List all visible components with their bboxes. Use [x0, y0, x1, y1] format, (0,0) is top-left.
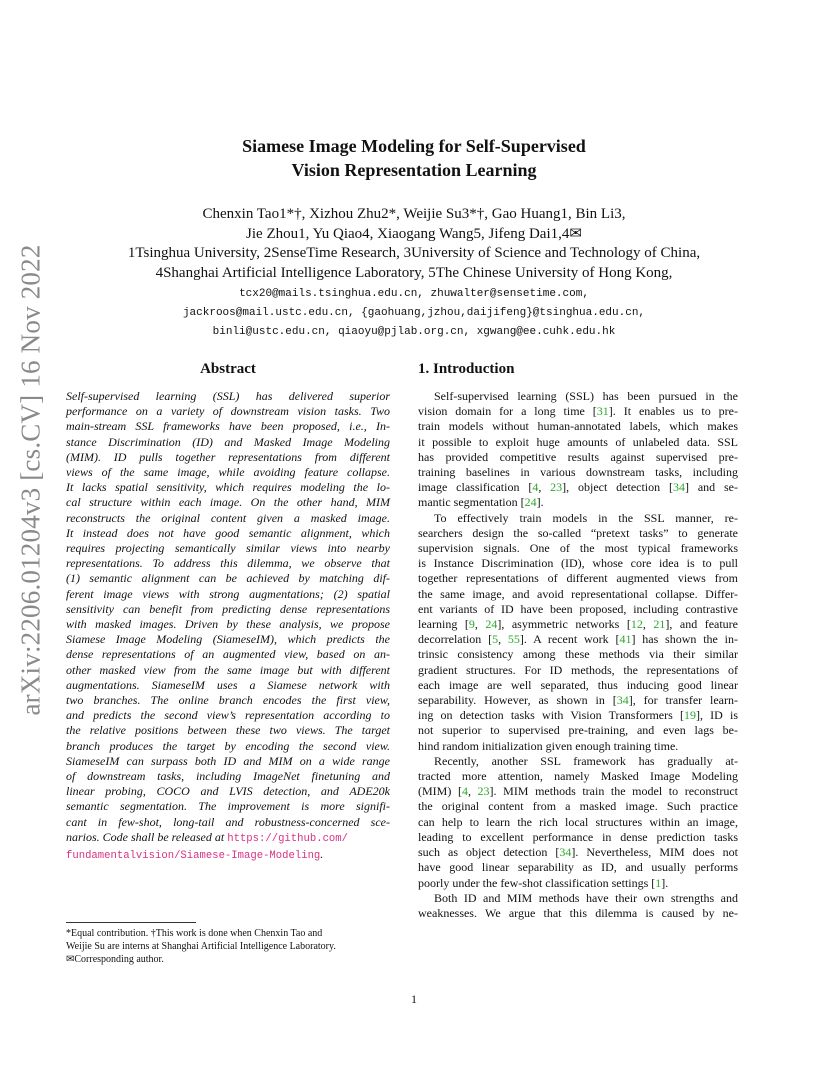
paper-title — [0, 134, 828, 182]
citation-link[interactable]: 31 — [596, 404, 609, 419]
abstract-line — [66, 830, 390, 847]
footnote-rule — [66, 922, 196, 923]
citation-link[interactable]: 24 — [485, 617, 498, 632]
intro-line: searchers design the so-called “pretext tasks” to generate — [418, 525, 738, 540]
intro-line: the same image, and avoid representational collapse. Differ- — [418, 586, 738, 601]
citation-link[interactable]: 34 — [672, 480, 685, 495]
abstract-line: ferent image views with strong augmentations; (2) spatial — [66, 586, 390, 601]
intro-line: has provided competitive results against supervised pre- — [418, 449, 738, 464]
abstract-line: cant in few-shot, long-tail and robustness-concerned sce- — [66, 814, 390, 829]
abstract-line: (MIM). ID pulls together representations from different — [66, 449, 390, 464]
code-link[interactable]: fundamentalvision/Siamese-Image-Modeling — [66, 850, 321, 863]
citation-link[interactable]: 34 — [559, 845, 572, 860]
intro-line: can help to learn the rich local structures within an image, — [418, 814, 738, 829]
intro-line: ent variants of ID have been proposed, including contrastive — [418, 601, 738, 616]
abstract-line: Siamese Image Modeling (SiameseIM), which predicts the — [66, 632, 390, 647]
abstract-line: views of the same image, while avoiding feature collapse. — [66, 465, 390, 480]
footnote-line: Weijie Su are interns at Shanghai Artificial Intelligence Laboratory. — [66, 941, 336, 952]
title-line: Vision Representation Learning — [291, 160, 537, 180]
code-link[interactable]: https://github.com/ — [227, 832, 349, 845]
abstract-heading: Abstract — [200, 361, 256, 377]
author-line: Jie Zhou1, Yu Qiao4, Xiaogang Wang5, Jifeng Dai1,4✉ — [246, 225, 582, 242]
abstract-line: It lacks spatial sensitivity, which requires modeling the lo- — [66, 480, 390, 495]
affiliation-line: 1Tsinghua University, 2SenseTime Research, 3University of Science and Technology of China, — [127, 245, 701, 261]
abstract-line: of downstream tasks, including ImageNet finetuning and — [66, 769, 390, 784]
citation-link[interactable]: 1 — [655, 875, 662, 890]
abstract-line: other masked view from the same image but with different — [66, 662, 390, 677]
intro-line: each image are well separated, thus inducing good linear — [418, 677, 738, 692]
intro-line: weaknesses. We argue that this dilemma is caused by ne- — [418, 905, 738, 920]
intro-line: the original content from a masked image. Such practice — [418, 799, 738, 814]
affiliation-line: 4Shanghai Artificial Intelligence Laboratory, 5The Chinese University of Hong Kong, — [155, 264, 673, 281]
intro-line: not superior to supervised pre-training, and even lags be- — [418, 723, 738, 738]
intro-line: (MIM) [4, 23]. MIM methods train the model to reconstruct — [418, 784, 739, 799]
footnote-line: ✉Corresponding author. — [66, 954, 164, 965]
abstract-line-text: narios. Code shall be released at — [66, 829, 228, 844]
abstract-text — [66, 389, 390, 864]
abstract-line: main-stream SSL frameworks have been proposed, i.e., In- — [66, 419, 390, 434]
intro-line: vision domain for a long time [31]. It enables us to pre- — [418, 404, 738, 419]
abstract-line: dense representations of an augmented view, based on an- — [66, 647, 390, 662]
intro-line: Both ID and MIM methods have their own strengths and — [434, 890, 738, 905]
author-line: Chenxin Tao1*†, Xizhou Zhu2*, Weijie Su3*†, Gao Huang1, Bin Li3, — [202, 206, 626, 222]
citation-link[interactable]: 23 — [477, 784, 490, 799]
abstract-line: the relative positions between these two views. The target — [66, 723, 390, 738]
intro-line: it possible to exploit huge amounts of unlabeled data. SSL — [418, 434, 738, 449]
citation-link[interactable]: 12 — [630, 617, 643, 632]
abstract-line: augmentations. SiameseIM uses a Siamese network with — [66, 677, 390, 692]
abstract-line: reconstructs the original content given a masked image. — [66, 510, 390, 525]
intro-line: trinsic consistency among these methods via their similar — [418, 647, 738, 662]
introduction-heading: 1. Introduction — [418, 361, 515, 377]
intro-line: gradient structures. For ID methods, the representations of — [418, 662, 738, 677]
intro-line: training baselines in various downstream tasks, including — [418, 465, 738, 480]
intro-line: image classification [4, 23], object detection [34] and se- — [418, 480, 738, 495]
abstract-line: and predicts the second view’s representation according to — [66, 708, 390, 723]
footnote — [66, 927, 390, 966]
abstract-line: stance Discrimination (ID) and Masked Image Modeling — [66, 434, 390, 449]
abstract-line: semantic segmentation. The improvement is more signifi- — [66, 799, 390, 814]
intro-line: tracted more attention, namely Masked Image Modeling — [418, 769, 738, 784]
intro-line: poorly under the few-shot classification settings [1]. — [418, 875, 669, 890]
abstract-line: with masked images. Driven by these analysis, we propose — [66, 617, 390, 632]
email-line: jackroos@mail.ustc.edu.cn, {gaohuang,jzhou,daijifeng}@tsinghua.edu.cn, — [182, 307, 646, 319]
citation-link[interactable]: 4 — [461, 784, 468, 799]
intro-line: train models without human-annotated labels, which makes — [418, 419, 738, 434]
abstract-line: branch produces the target by encoding the second view. — [66, 738, 390, 753]
intro-line: separability. However, as shown in [34], for transfer learn- — [418, 693, 738, 708]
email-line: tcx20@mails.tsinghua.edu.cn, zhuwalter@sensetime.com, — [239, 288, 589, 300]
intro-line: supervision signals. One of the most typical frameworks — [418, 541, 738, 556]
title-line: Siamese Image Modeling for Self-Supervised — [242, 136, 586, 156]
intro-line: such as object detection [34]. Nevertheless, MIM does not — [418, 845, 738, 860]
citation-link[interactable]: 19 — [683, 708, 696, 723]
citation-link[interactable]: 34 — [616, 693, 629, 708]
citation-link[interactable]: 4 — [532, 480, 539, 495]
abstract-line: SiameseIM can surpass both ID and MIM on a wide range — [66, 753, 390, 768]
citation-link[interactable]: 5 — [492, 632, 499, 647]
introduction-text — [418, 389, 738, 921]
citation-link[interactable]: 24 — [524, 495, 537, 510]
author-block — [0, 205, 828, 283]
intro-line: Recently, another SSL framework has gradually at- — [434, 753, 738, 768]
abstract-line: sensitivity can benefit from predicting dense representations — [66, 601, 390, 616]
page-number: 1 — [411, 992, 417, 1006]
intro-line: learning [9, 24], asymmetric networks [12, 21], and feature — [418, 617, 739, 632]
abstract-line: requires projecting semantically similar views into nearby — [66, 541, 390, 556]
intro-line: have good linear separability as ID, and usually performs — [418, 860, 738, 875]
email-line: binli@ustc.edu.cn, qiaoyu@pjlab.org.cn, xgwang@ee.cuhk.edu.hk — [212, 326, 616, 338]
intro-line: mantic segmentation [24]. — [418, 495, 544, 510]
abstract-line — [66, 847, 390, 864]
footnote-line: *Equal contribution. †This work is done when Chenxin Tao and — [66, 928, 323, 939]
abstract-line: (1) semantic alignment can be achieved by matching dif- — [66, 571, 390, 586]
intro-line: leading to excellent performance in dense prediction tasks — [418, 829, 738, 844]
intro-line: Self-supervised learning (SSL) has been pursued in the — [434, 389, 738, 403]
citation-link[interactable]: 9 — [468, 617, 475, 632]
intro-line: together representations of different augmented views from — [418, 571, 738, 586]
abstract-period: . — [320, 847, 324, 862]
abstract-line: Self-supervised learning (SSL) has delivered superior — [66, 389, 390, 403]
intro-line: hind random initialization given enough training time. — [418, 738, 679, 753]
abstract-line: It instead does not have good semantic alignment, which — [66, 525, 390, 540]
arxiv-stamp: arXiv:2206.01204v3 [cs.CV] 16 Nov 2022 — [15, 244, 46, 716]
abstract-line: linear probing, COCO and LVIS detection, and ADE20k — [66, 784, 390, 799]
citation-link[interactable]: 23 — [550, 480, 563, 495]
citation-link[interactable]: 55 — [507, 632, 520, 647]
abstract-line: two branches. The online branch encodes the first view, — [66, 693, 390, 708]
abstract-line: representations. To address this dilemma, we observe that — [66, 556, 390, 571]
email-block — [0, 285, 828, 342]
intro-line: decorrelation [5, 55]. A recent work [41] has shown the in- — [418, 632, 738, 647]
citation-link[interactable]: 21 — [653, 617, 666, 632]
intro-line: ing on detection tasks with Vision Transformers [19], ID is — [418, 708, 738, 723]
citation-link[interactable]: 41 — [619, 632, 632, 647]
intro-line: is Instance Discrimination (ID), whose core idea is to pull — [418, 556, 738, 571]
abstract-line: cal structure within each image. On the other hand, MIM — [66, 495, 390, 510]
intro-line: To effectively train models in the SSL manner, re- — [434, 510, 738, 525]
abstract-line: performance on a variety of downstream vision tasks. Two — [66, 404, 390, 419]
